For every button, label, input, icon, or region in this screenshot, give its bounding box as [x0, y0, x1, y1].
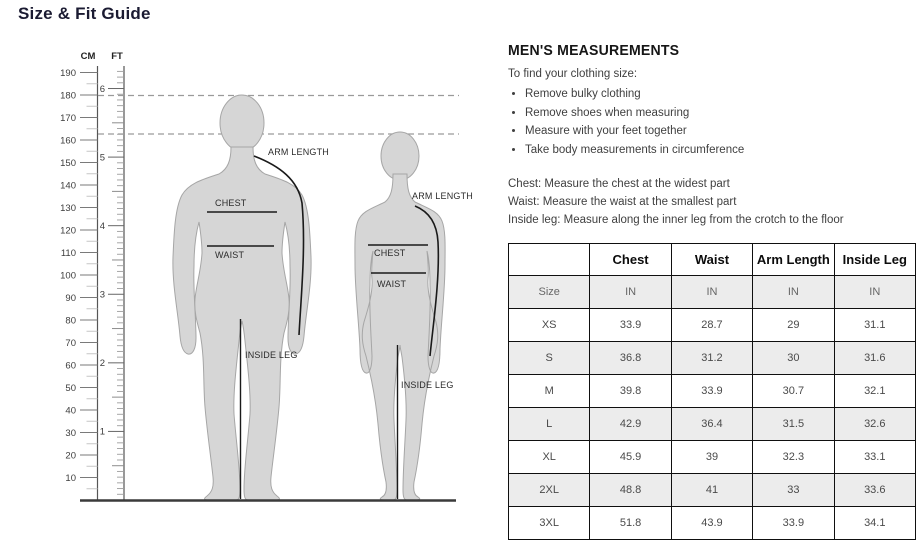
cm-tick-label: 150 — [60, 157, 76, 169]
chest-cell: 36.8 — [590, 342, 671, 375]
cm-tick-label: 140 — [60, 180, 76, 192]
cm-tick-label: 60 — [65, 360, 76, 372]
measurements-intro: To find your clothing size: — [508, 68, 638, 80]
instructions-list — [508, 88, 918, 156]
cm-scale-header: CM — [80, 51, 96, 62]
measurement-definitions — [508, 175, 918, 229]
chest-cell: 48.8 — [590, 474, 671, 507]
arm-length-cell: 29 — [753, 309, 834, 342]
chest-cell: 45.9 — [590, 441, 671, 474]
unit-cell: IN — [834, 276, 915, 309]
cm-tick-label: 100 — [60, 270, 76, 282]
cm-tick-label: 90 — [65, 292, 76, 304]
definition-inside-leg: Inside leg: Measure along the inner leg from the crotch to the floor — [508, 213, 844, 226]
female-inside-leg-label: INSIDE LEG — [401, 380, 454, 390]
size-cell: XL — [509, 441, 590, 474]
female-chest-label: CHEST — [374, 248, 406, 258]
instruction-item: • Measure with your feet together — [525, 125, 918, 137]
unit-cell: IN — [671, 276, 752, 309]
table-row-l — [509, 408, 916, 441]
cm-tick-label: 70 — [65, 337, 76, 349]
cm-tick-label: 110 — [60, 247, 76, 259]
table-header-cell: Inside Leg — [834, 244, 915, 276]
ft-tick-label: 1 — [99, 426, 105, 438]
size-cell: 2XL — [509, 474, 590, 507]
unit-cell: IN — [753, 276, 834, 309]
chest-cell: 42.9 — [590, 408, 671, 441]
cm-tick-label: 170 — [60, 112, 76, 124]
arm-length-cell: 33.9 — [753, 507, 834, 540]
cm-tick-label: 50 — [65, 382, 76, 394]
measurements-heading: MEN'S MEASUREMENTS — [508, 42, 680, 59]
instruction-item: • Remove shoes when measuring — [525, 107, 918, 119]
inside-leg-cell: 33.1 — [834, 441, 915, 474]
size-table-wrap — [508, 243, 917, 540]
inside-leg-cell: 33.6 — [834, 474, 915, 507]
table-row-3xl — [509, 507, 916, 540]
unit-cell: IN — [590, 276, 671, 309]
inside-leg-cell: 34.1 — [834, 507, 915, 540]
size-cell: S — [509, 342, 590, 375]
inside-leg-cell: 32.6 — [834, 408, 915, 441]
measurements-section — [508, 42, 918, 229]
instruction-item: • Take body measurements in circumference — [525, 144, 918, 156]
size-table-head — [509, 244, 916, 276]
cm-tick-label: 20 — [65, 450, 76, 462]
cm-tick-label: 10 — [65, 472, 76, 484]
table-row-2xl — [509, 474, 916, 507]
male-arm-length-label: ARM LENGTH — [268, 147, 330, 157]
size-cell: XS — [509, 309, 590, 342]
table-unit-row — [509, 276, 916, 309]
chest-cell: 33.9 — [590, 309, 671, 342]
table-header-cell: Arm Length — [753, 244, 834, 276]
table-header-cell: Waist — [671, 244, 752, 276]
ft-tick-label: 4 — [99, 220, 105, 232]
waist-cell: 33.9 — [671, 375, 752, 408]
female-arm-length-label: ARM LENGTH — [412, 191, 474, 201]
arm-length-cell: 30 — [753, 342, 834, 375]
inside-leg-cell: 31.6 — [834, 342, 915, 375]
cm-tick-label: 130 — [60, 202, 76, 214]
waist-cell: 28.7 — [671, 309, 752, 342]
cm-tick-label: 120 — [60, 225, 76, 237]
table-row-xl — [509, 441, 916, 474]
waist-cell: 31.2 — [671, 342, 752, 375]
size-cell: M — [509, 375, 590, 408]
cm-tick-label: 30 — [65, 427, 76, 439]
cm-tick-label: 80 — [65, 315, 76, 327]
ft-tick-label: 2 — [99, 358, 105, 370]
cm-tick-label: 190 — [60, 67, 76, 79]
inside-leg-cell: 31.1 — [834, 309, 915, 342]
waist-cell: 41 — [671, 474, 752, 507]
ft-tick-label: 3 — [99, 289, 105, 301]
chest-cell: 51.8 — [590, 507, 671, 540]
arm-length-cell: 33 — [753, 474, 834, 507]
instruction-item: • Remove bulky clothing — [525, 88, 918, 100]
waist-cell: 39 — [671, 441, 752, 474]
waist-cell: 36.4 — [671, 408, 752, 441]
table-header-cell: Chest — [590, 244, 671, 276]
table-row-m — [509, 375, 916, 408]
ft-ruler — [100, 66, 124, 500]
definition-chest: Chest: Measure the chest at the widest part — [508, 177, 730, 190]
waist-cell: 43.9 — [671, 507, 752, 540]
table-header-row — [509, 244, 916, 276]
size-column-label: Size — [509, 276, 590, 309]
male-waist-label: WAIST — [215, 250, 245, 260]
cm-tick-label: 180 — [60, 90, 76, 102]
male-inside-leg-label: INSIDE LEG — [245, 350, 298, 360]
chest-cell: 39.8 — [590, 375, 671, 408]
cm-tick-label: 40 — [65, 405, 76, 417]
ft-tick-label: 5 — [99, 152, 105, 164]
arm-length-cell: 31.5 — [753, 408, 834, 441]
male-chest-label: CHEST — [215, 198, 247, 208]
table-header-cell — [509, 244, 590, 276]
female-figure — [355, 132, 445, 500]
cm-ruler — [60, 66, 97, 500]
size-table-body — [509, 276, 916, 540]
size-cell: 3XL — [509, 507, 590, 540]
inside-leg-cell: 32.1 — [834, 375, 915, 408]
size-table — [508, 243, 916, 540]
female-head — [381, 132, 419, 180]
table-row-xs — [509, 309, 916, 342]
size-cell: L — [509, 408, 590, 441]
arm-length-cell: 32.3 — [753, 441, 834, 474]
arm-length-cell: 30.7 — [753, 375, 834, 408]
table-row-s — [509, 342, 916, 375]
ft-scale-header: FT — [111, 51, 123, 62]
page-title: Size & Fit Guide — [18, 4, 151, 23]
definition-waist: Waist: Measure the waist at the smallest part — [508, 195, 737, 208]
cm-tick-label: 160 — [60, 135, 76, 147]
ft-tick-label: 6 — [99, 83, 105, 95]
female-waist-label: WAIST — [377, 279, 407, 289]
male-head — [220, 95, 264, 151]
